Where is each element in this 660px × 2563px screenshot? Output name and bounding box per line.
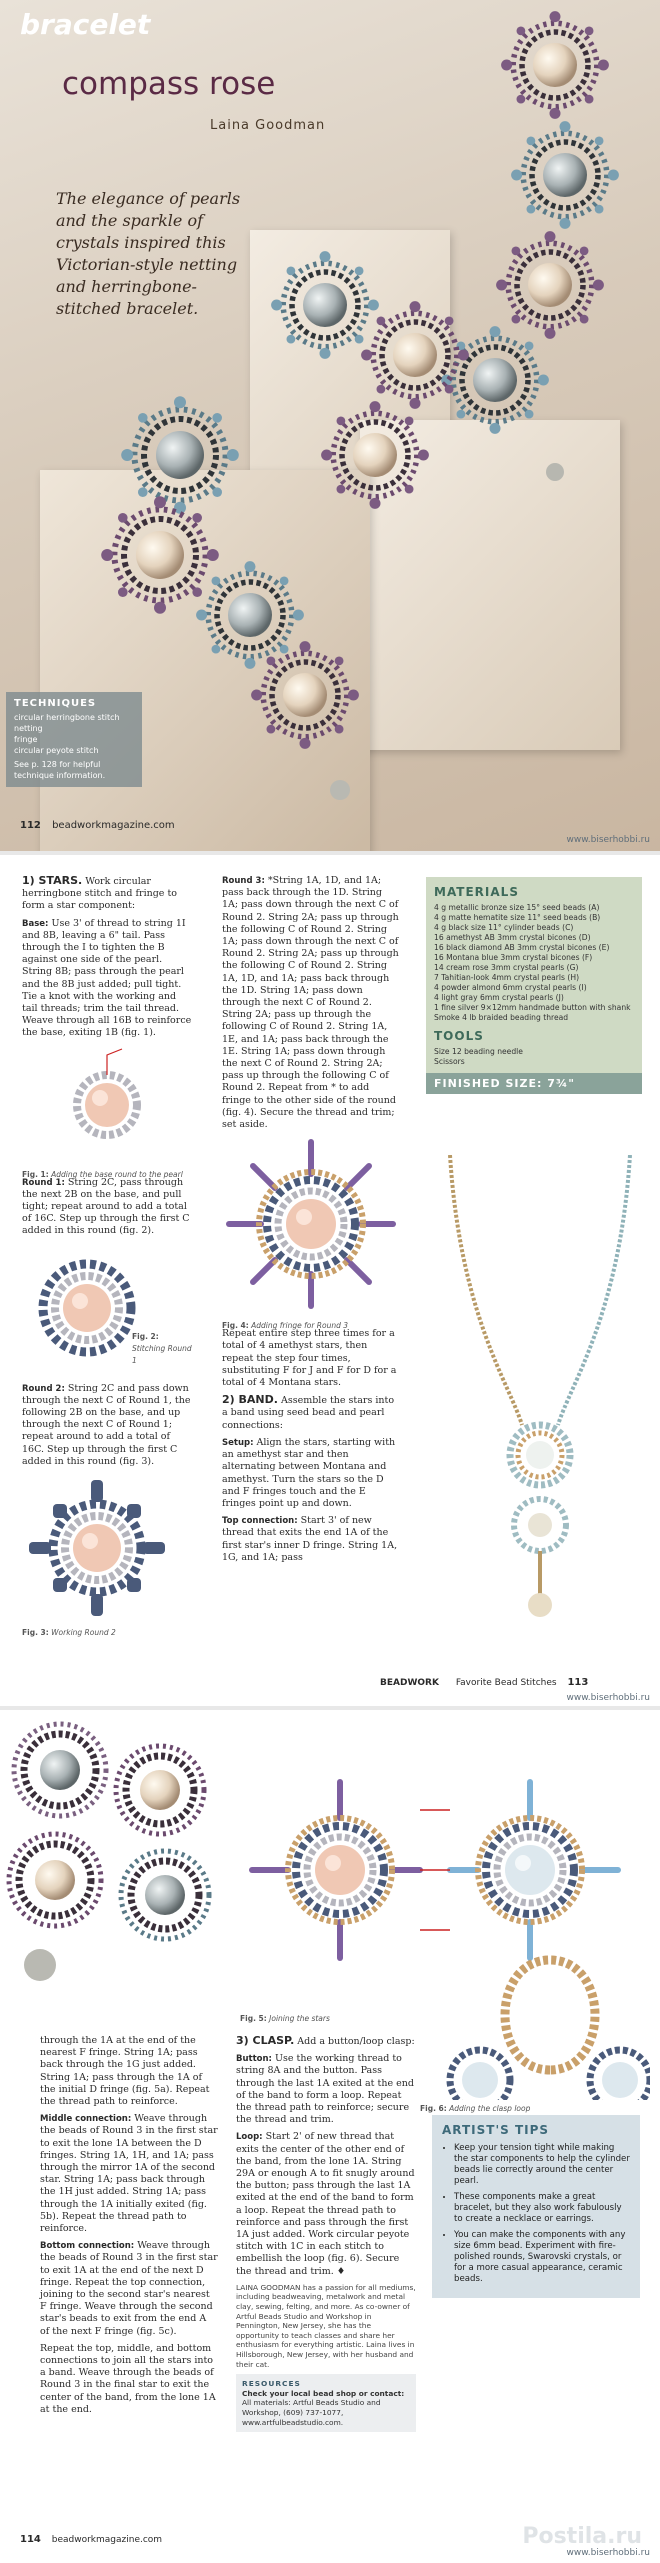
- page-footer: [380, 1677, 588, 1688]
- material-item: 7 Tahitian-look 4mm crystal pearls (H): [434, 973, 580, 982]
- materials-list: [434, 903, 634, 1023]
- sub-label: Bottom connection:: [40, 2241, 135, 2252]
- sub-label: Round 1:: [22, 1177, 65, 1188]
- material-item: Smoke 4 lb braided beading thread: [434, 1013, 569, 1022]
- sub-label: Top connection:: [222, 1516, 298, 1527]
- step-text: Assemble the stars into a band using seed bead and pearl connections:: [222, 1395, 395, 1431]
- fig4-diagram: [222, 1136, 400, 1316]
- figure-label: Fig. 6:: [420, 2104, 447, 2113]
- step-heading: 2) BAND.: [222, 1393, 278, 1407]
- resources-text: All materials: Artful Beads Studio and Workshop, (609) 737-1077, www.artfulbeadstudio.com.: [242, 2398, 381, 2427]
- figure-2: [22, 1243, 192, 1383]
- step-text: Work circular herringbone stitch and fringe to form a star component:: [22, 876, 177, 912]
- sub-label: Setup:: [222, 1437, 254, 1448]
- figure-label: Fig. 1:: [22, 1169, 49, 1179]
- technique-item: netting: [14, 724, 43, 733]
- figure-caption: Working Round 2: [51, 1628, 116, 1638]
- paragraph: Weave through the beads of Round 3 in the first star to exit 1A at the end of the next D fringe. Repeat the top connection, joining to the second star's nearest F fringe. Weave through the second star's beads to exit from the end A of the next F fringe (fig. 5c).: [40, 2240, 218, 2337]
- paragraph: String 2C and pass down through the next C of Round 1, the following 2B on the base, and up through the next C of Round 1; repeat around to add a total of 16C. Step up through the first C added in this round (fig. 3).: [22, 1382, 191, 1467]
- material-item: 4 g matte hematite size 11° seed beads (B): [434, 913, 601, 922]
- material-item: 16 black diamond AB 3mm crystal bicones (E): [434, 943, 610, 952]
- tip-item: • Keep your tension tight while making the star components to help the cylinder beads lie correctly around the center pearl.: [454, 2143, 630, 2187]
- footer-site: beadworkmagazine.com: [52, 820, 175, 831]
- paragraph: Start 3' of new thread that exits the end 1A of the first star's inner D fringe. String 1A, 1G, and 1A; pass: [222, 1515, 398, 1563]
- footer-site: beadworkmagazine.com: [51, 2535, 163, 2545]
- material-item: 4 light gray 6mm crystal pearls (J): [434, 993, 564, 1002]
- footer-brand: BEADWORK: [380, 1678, 439, 1688]
- paragraph: Repeat the top, middle, and bottom connections to join all the stars into a band. Weave through the beads of Round 3 in the final star to exit the center of the band, from the lone 1A at the end.: [40, 2342, 216, 2415]
- text-column-2: [222, 875, 400, 1569]
- sub-label: Base:: [22, 918, 49, 929]
- step-text: Add a button/loop clasp:: [297, 2036, 415, 2047]
- page-113: [0, 855, 660, 1710]
- paragraph: Align the stars, starting with an amethyst star and then alternating between Montana and amethyst. Turn the stars so the D and F fringes touch and the E fringes point up and down.: [222, 1436, 396, 1509]
- text-column-2: [236, 2035, 416, 2432]
- materials-heading: MATERIALS: [434, 885, 519, 899]
- paragraph: *String 1A, 1D, and 1A; pass back through the 1D. String 1A; pass down through the next C of Round 2. String 2A; pass up through the following C of Round 2. String 1A; pass down through the next C of Round 2. String 2A; pass up through the following C of Round 2. String 1A, 1D, and 1A; pass back through the 1D. String 1A; pass down through the next C of Round 2. String 2A; pass up through the following C of Round 2. String 1A, 1E, and 1A; pass back through the 1E. String 1A; pass down through the next C of Round 2. String 2A; pass up through the following C of Round 2. Repeat from * to add fringe to the other side of the round (fig. 4). Secure the thread and trim; set aside.: [222, 875, 399, 1131]
- figure-caption: Adding fringe for Round 3: [251, 1321, 349, 1331]
- figure-caption: Adding the clasp loop: [449, 2104, 531, 2113]
- page-footer: [20, 2534, 162, 2545]
- figure-6: [420, 1920, 650, 2120]
- step-heading: 3) CLASP.: [236, 2034, 295, 2047]
- footer-section: Favorite Bead Stitches: [455, 1678, 557, 1688]
- fig6-diagram: [420, 1920, 650, 2100]
- page-number: 114: [20, 2534, 41, 2545]
- sub-label: Round 3:: [222, 876, 265, 886]
- tips-heading: ARTIST'S TIPS: [442, 2123, 550, 2137]
- paragraph: Repeat entire step three times for a total of 4 amethyst stars, then repeat the step four times, substituting F for J and F for D for a total of 4 Montana stars.: [222, 1328, 397, 1389]
- tip-item: • These components make a great bracelet, but they also work fabulously to create a necklace or earrings.: [454, 2192, 630, 2225]
- text-column-1: [22, 875, 192, 1643]
- tool-item: Scissors: [434, 1057, 465, 1066]
- fig3-diagram: [22, 1473, 172, 1623]
- tool-item: Size 12 beading needle: [434, 1047, 523, 1056]
- postila-watermark: Postila.ru: [522, 2524, 642, 2549]
- page-number: 113: [567, 1677, 589, 1688]
- page-number: 112: [20, 820, 41, 831]
- watermark: www.biserhobbi.ru: [566, 2548, 650, 2558]
- technique-note: See p. 128 for helpful technique information.: [14, 760, 106, 780]
- author-name: Laina Goodman: [210, 118, 326, 133]
- technique-item: circular herringbone stitch: [14, 713, 120, 722]
- paragraph: String 2C, pass through the next 2B on the base, and pull tight; repeat around to add a total of 16C. Step up through the first C added in this round (fig. 2).: [22, 1176, 190, 1237]
- intro-text: The elegance of pearls and the sparkle of crystals inspired this Victorian-style netting and herringbone-stitched bracelet.: [56, 189, 241, 318]
- watermark: www.biserhobbi.ru: [566, 1693, 650, 1703]
- watermark: www.biserhobbi.ru: [566, 835, 650, 845]
- figure-label: Fig. 4:: [222, 1321, 249, 1331]
- material-item: 16 Montana blue 3mm crystal bicones (F): [434, 953, 593, 962]
- techniques-box: [6, 692, 142, 787]
- figure-4: [222, 1136, 400, 1331]
- technique-item: circular peyote stitch: [14, 746, 99, 755]
- necklace-photo: [430, 1155, 650, 1655]
- resources-box: [236, 2374, 416, 2432]
- figure-label: Fig. 2:: [132, 1331, 159, 1341]
- artists-tips-box: [432, 2115, 640, 2298]
- figure-label: Fig. 5:: [240, 2014, 267, 2023]
- figure-caption: Joining the stars: [269, 2014, 330, 2023]
- figure-label: Fig. 3:: [22, 1628, 49, 1638]
- sub-label: Round 2:: [22, 1383, 65, 1394]
- author-bio: LAINA GOODMAN has a passion for all mediums, including beadweaving, metalwork and metal clay, sewing, felting, and more. As co-owner of Artful Beads Studio and Workshop in Pennington, New Jersey, she has the opportunity to teach classes and share her enthusiasm for everything artistic. Laina lives in Hillsborough, New Jersey, with her husband and their cat.: [236, 2282, 416, 2369]
- paragraph: Weave through the beads of Round 3 in the first star to exit the lone 1A between the D fringes. String 1A, 1H, and 1A; pass through the mirror 1A of the second star. String 1A; pass back through the 1H just added. String 1A; pass through the 1A initially exited (fig. 5b). Repeat the thread path to reinforce.: [40, 2113, 218, 2235]
- fig1-diagram: [22, 1045, 192, 1165]
- page-114: [0, 1710, 660, 2563]
- tools-list: [434, 1047, 634, 1067]
- sub-label: Button:: [236, 2054, 272, 2065]
- figure-caption: Adding the base round to the pearl: [51, 1169, 183, 1179]
- resources-subheading: Check your local bead shop or contact:: [242, 2388, 405, 2398]
- figure-1: [22, 1045, 192, 1177]
- article-title: compass rose: [62, 66, 276, 102]
- finished-size: FINISHED SIZE: 7¾": [426, 1073, 642, 1094]
- material-item: 14 cream rose 3mm crystal pearls (G): [434, 963, 579, 972]
- tip-item: • You can make the components with any size 6mm bead. Experiment with fire-polished rounds, Swarovski crystals, or for a more casual appearance, ceramic beads.: [454, 2230, 630, 2285]
- bracelet-photo-2: [0, 1710, 230, 1990]
- paragraph: Use 3' of thread to string 1I and 8B, leaving a 6" tail. Pass through the I to tighten the B against one side of the pearl. String 8B; pass through the pearl and the 8B just added; pull tight. Tie a knot with the working and tail threads; trim the tail thread. Weave through all 16B to reinforce the base, exiting 1B (fig. 1).: [22, 917, 192, 1039]
- sub-label: Middle connection:: [40, 2114, 132, 2125]
- tools-heading: TOOLS: [434, 1029, 484, 1043]
- materials-box: [426, 877, 642, 1094]
- resources-heading: RESOURCES: [242, 2379, 301, 2389]
- category-label: bracelet: [20, 8, 151, 41]
- material-item: 16 amethyst AB 3mm crystal bicones (D): [434, 933, 591, 942]
- paragraph: Use the working thread to string 8A and the button. Pass through the last 1A exited at the end of the band to form a loop. Repeat the thread path to reinforce; secure the thread and trim.: [236, 2053, 414, 2126]
- paragraph: Start 2' of new thread that exits the center of the other end of the band, from the lone 1A. String 29A or enough A to fit snugly around the button; pass through the last 1A exited at the end of the band to form a loop. Repeat the thread path to reinforce and pass through the first 1A just added. Work circular peyote stitch with 1C in each stitch to embellish the loop (fig. 6). Secure the thread and trim. ♦: [236, 2131, 415, 2277]
- figure-caption: Stitching Round 1: [132, 1343, 192, 1366]
- step-heading: 1) STARS.: [22, 874, 83, 887]
- page-112: [0, 0, 660, 855]
- figure-3: [22, 1473, 192, 1643]
- text-column-1: [40, 2035, 218, 2421]
- material-item: 1 fine silver 9×12mm handmade button with shank: [434, 1003, 631, 1012]
- page-footer: [20, 820, 175, 831]
- material-item: 4 powder almond 6mm crystal pearls (I): [434, 983, 587, 992]
- material-item: 4 g black size 11° cylinder beads (C): [434, 923, 574, 932]
- material-item: 4 g metallic bronze size 15° seed beads (A): [434, 903, 600, 912]
- techniques-heading: TECHNIQUES: [14, 698, 97, 709]
- paragraph: through the 1A at the end of the nearest F fringe. String 1A; pass back through the 1G just added. String 1A; pass through the 1A of the initial D fringe (fig. 5a). Repeat the thread path to reinforce.: [40, 2035, 210, 2108]
- sub-label: Loop:: [236, 2132, 263, 2143]
- tips-list: [442, 2143, 630, 2285]
- technique-item: fringe: [14, 735, 38, 744]
